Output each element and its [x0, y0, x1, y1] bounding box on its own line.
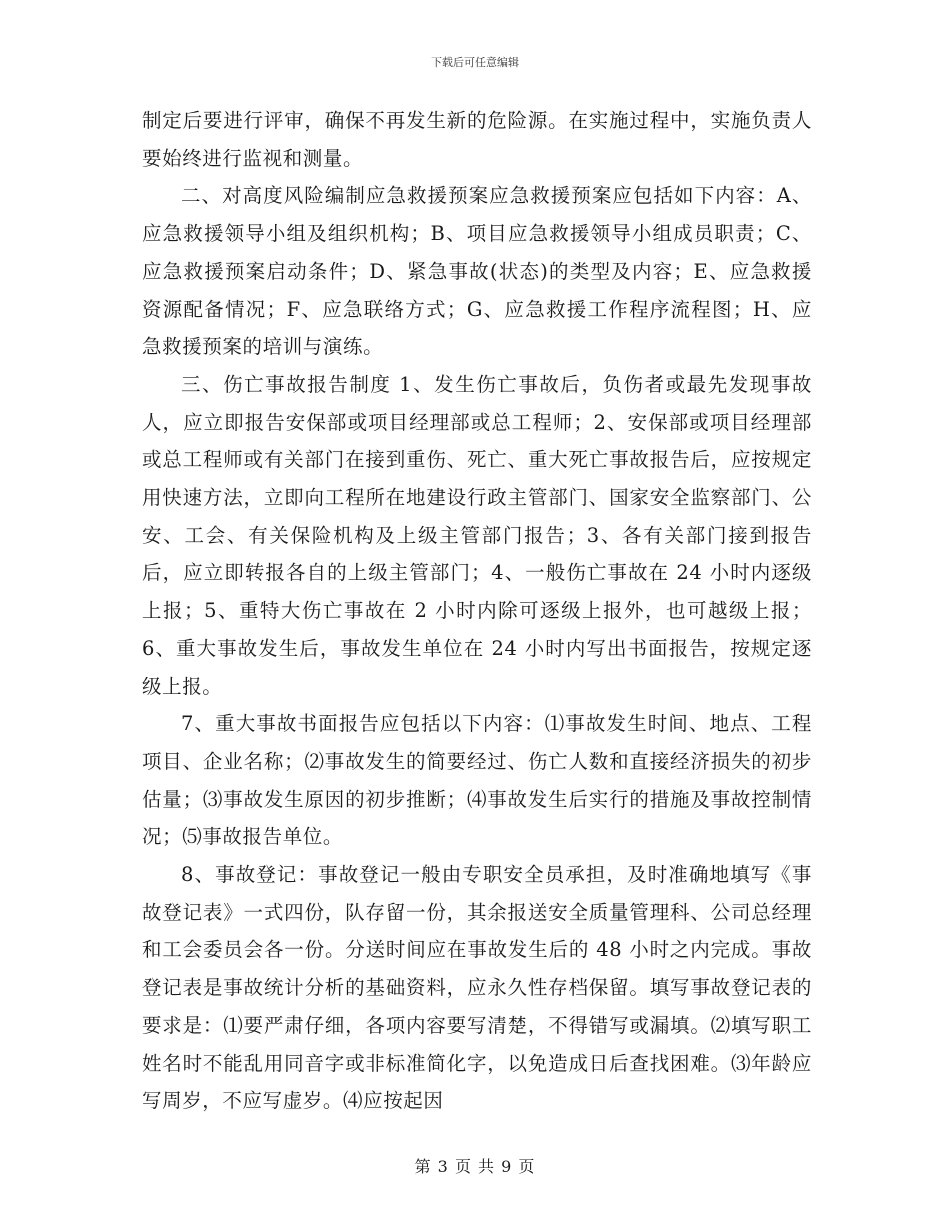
- page-header: 下载后可任意编辑: [431, 56, 519, 69]
- paragraph-3: 三、伤亡事故报告制度 1、发生伤亡事故后，负伤者或最先发现事故人，应立即报告安保部或项目经理部或总工程师；2、安保部或项目经理部或总工程师或有关部门在接到重伤、死亡、重大死亡事故报告后，应按规定用快速方法，立即向工程所在地建设行政主管部门、国家安全监察部门、公安、工会、有关保险机构及上级主管部门报告；3、各有关部门接到报告后，应立即转报各自的上级主管部门；4、一般伤亡事故在 24 小时内逐级上报；5、重特大伤亡事故在 2 小时内除可逐级上报外，也可越级上报；6、重大事故发生后，事故发生单位在 24 小时内写出书面报告，按规定逐级上报。: [142, 372, 812, 698]
- paragraph-2: 二、对高度风险编制应急救援预案应急救援预案应包括如下内容：A、应急救援领导小组及组织机构；B、项目应急救援领导小组成员职责；C、应急救援预案启动条件；D、紧急事故(状态)的类型及内容；E、应急救援资源配备情况；F、应急联络方式；G、应急救援工作程序流程图；H、应急救援预案的培训与演练。: [142, 184, 812, 359]
- document-body: [142, 102, 812, 1120]
- paragraph-1: 制定后要进行评审，确保不再发生新的危险源。在实施过程中，实施负责人要始终进行监视和测量。: [142, 109, 812, 170]
- paragraph-5: 8、事故登记：事故登记一般由专职安全员承担，及时准确地填写《事故登记表》一式四份，队存留一份，其余报送安全质量管理科、公司总经理和工会委员会各一份。分送时间应在事故发生后的 48 小时之内完成。事故登记表是事故统计分析的基础资料，应永久性存档保留。填写事故登记表的要求是：⑴要严肃仔细，各项内容要写清楚，不得错写或漏填。⑵填写职工姓名时不能乱用同音字或非标准简化字，以免造成日后查找困难。⑶年龄应写周岁，不应写虚岁。⑷应按起因: [142, 863, 812, 1113]
- paragraph-4: 7、重大事故书面报告应包括以下内容：⑴事故发生时间、地点、工程项目、企业名称；⑵事故发生的简要经过、伤亡人数和直接经济损失的初步估量；⑶事故发生原因的初步推断；⑷事故发生后实行的措施及事故控制情况；⑸事故报告单位。: [142, 712, 812, 849]
- page-number-footer: 第 3 页 共 9 页: [414, 1157, 536, 1176]
